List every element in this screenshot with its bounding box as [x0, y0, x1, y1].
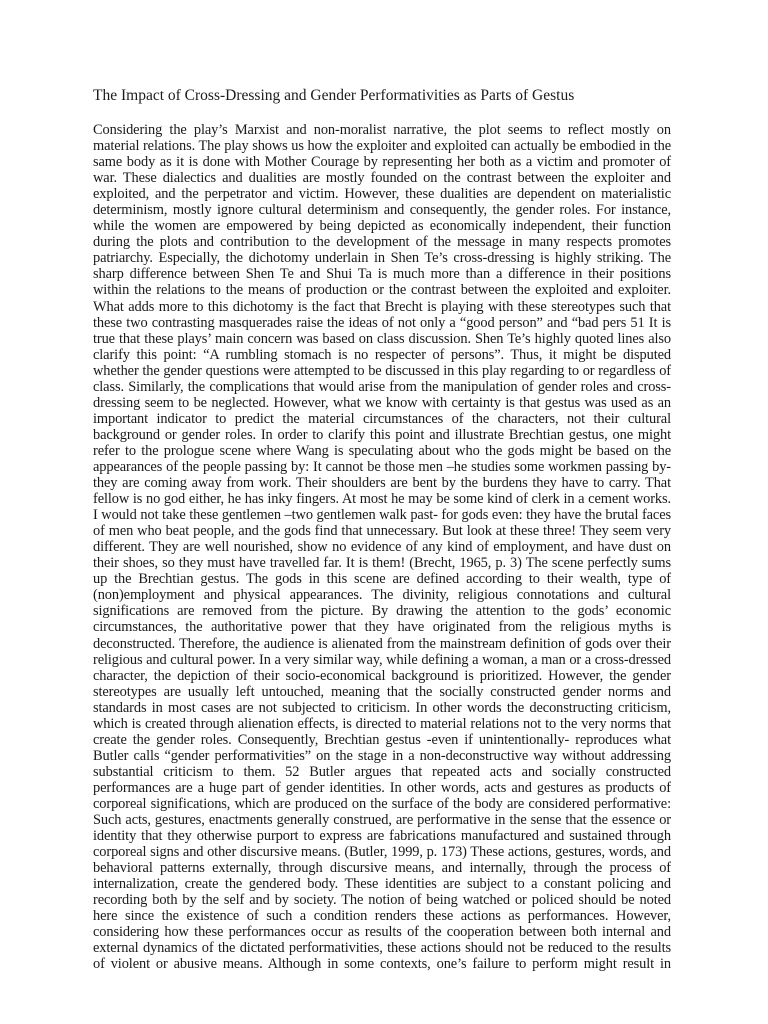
- body-line: different. They are well nourished, show no evidence of any kind of employment, and have dust on: [93, 539, 671, 556]
- body-line: determinism, mostly ignore cultural determinism and consequently, the gender roles. For instance,: [93, 202, 671, 219]
- body-line: standards in most cases are not subjected to criticism. In other words the deconstructing criticism,: [93, 699, 671, 716]
- body-line: same body as it is done with Mother Courage by representing her both as a victim and promoter of: [93, 154, 671, 171]
- body-line: war. These dialectics and dualities are mostly founded on the contrast between the exploiter and: [93, 170, 671, 187]
- body-line: considering how these performances occur as results of the cooperation between both internal and: [93, 924, 671, 941]
- body-line: circumstances, the authoritative power that they have originated from the religious myths is: [93, 619, 671, 636]
- body-line: true that these plays’ main concern was based on class discussion. Shen Te’s highly quoted lines also: [93, 330, 671, 347]
- body-line: internalization, create the gendered body. These identities are subject to a constant policing and: [93, 876, 671, 893]
- body-line: recording both by the self and by society. The notion of being watched or policed should be noted: [93, 892, 671, 909]
- body-line: exploited, and the perpetrator and victim. However, these dualities are dependent on materialistic: [93, 186, 671, 203]
- body-line: they are coming away from work. Their shoulders are bent by the burdens they have to carry. That: [93, 475, 671, 492]
- body-line: (non)employment and physical appearances. The divinity, religious connotations and cultural: [93, 587, 671, 604]
- body-line: character, the depiction of their socio-economical background is prioritized. However, the gender: [93, 667, 671, 684]
- body-line: religious and cultural power. In a very similar way, while defining a woman, a man or a cross-dressed: [93, 651, 671, 668]
- body-line: here since the existence of such a condition renders these actions as performances. However,: [93, 908, 671, 925]
- body-line: within the relations to the means of production or the contrast between the exploited and exploiter.: [93, 282, 671, 299]
- body-line: behavioral patterns externally, through discursive means, and internally, through the process of: [93, 860, 671, 877]
- body-line: I would not take these gentlemen –two gentlemen walk past- for gods even: they have the brutal faces: [93, 507, 671, 524]
- body-line: fellow is no god either, he has inky fingers. At most he may be some kind of clerk in a cement works.: [93, 491, 671, 508]
- body-line: clarify this point: “A rumbling stomach is no respecter of persons”. Thus, it might be disputed: [93, 346, 671, 363]
- body-line: class. Similarly, the complications that would arise from the manipulation of gender roles and cross-: [93, 378, 671, 395]
- body-line: of men who beat people, and the gods find that unnecessary. But look at these three! They seem very: [93, 523, 671, 540]
- body-line: these two contrasting masquerades raise the ideas of not only a “good person” and “bad pers 51 It is: [93, 314, 671, 331]
- body-line: dressing seem to be neglected. However, what we know with certainty is that gestus was used as an: [93, 394, 671, 411]
- body-line: external dynamics of the dictated performativities, these actions should not be reduced to the results: [93, 940, 671, 957]
- body-line: patriarchy. Especially, the dichotomy underlain in Shen Te’s cross-dressing is highly striking. The: [93, 250, 671, 267]
- body-line: significations are removed from the picture. By drawing the attention to the gods’ economic: [93, 603, 671, 620]
- body-line: corporeal significations, which are produced on the surface of the body are considered performative:: [93, 795, 671, 812]
- body-line: while the women are empowered by being depicted as economically independent, their function: [93, 218, 671, 235]
- body-line: which is created through alienation effects, is directed to material relations not to the very norms that: [93, 715, 671, 732]
- body-line: substantial criticism to them. 52 Butler argues that repeated acts and socially constructed: [93, 763, 671, 780]
- body-line: appearances of the people passing by: It cannot be those men –he studies some workmen passing by-: [93, 458, 671, 475]
- body-line: whether the gender questions were attempted to be discussed in this play regarding to or regardless of: [93, 362, 671, 379]
- body-line: up the Brechtian gestus. The gods in this scene are defined according to their wealth, type of: [93, 571, 671, 588]
- body-line: identity that they otherwise purport to express are fabrications manufactured and sustained through: [93, 828, 671, 845]
- body-line: Butler calls “gender performativities” on the stage in a non-deconstructive way without addressing: [93, 747, 671, 764]
- body-line: corporeal signs and other discursive means. (Butler, 1999, p. 173) These actions, gestures, words, and: [93, 844, 671, 861]
- body-line: of violent or abusive means. Although in some contexts, one’s failure to perform might result in: [93, 956, 671, 973]
- body-line: important indicator to predict the material circumstances of the characters, not their cultural: [93, 410, 671, 427]
- body-line: during the plots and contribution to the development of the message in many respects promotes: [93, 234, 671, 251]
- body-line: deconstructed. Therefore, the audience is alienated from the mainstream definition of gods over their: [93, 635, 671, 652]
- document-title: The Impact of Cross-Dressing and Gender Performativities as Parts of Gestus: [93, 87, 575, 104]
- body-line: material relations. The play shows us how the exploiter and exploited can actually be embodied in the: [93, 138, 671, 155]
- body-line: What adds more to this dichotomy is the fact that Brecht is playing with these stereotypes such that: [93, 298, 671, 315]
- body-line: performances are a huge part of gender identities. In other words, acts and gestures as products of: [93, 779, 671, 796]
- body-line: sharp difference between Shen Te and Shui Ta is much more than a difference in their positions: [93, 266, 671, 283]
- body-line: background or gender roles. In order to clarify this point and illustrate Brechtian gestus, one might: [93, 426, 671, 443]
- body-line: refer to the prologue scene where Wang is speculating about who the gods might be based on the: [93, 442, 671, 459]
- body-line: stereotypes are usually left untouched, meaning that the socially constructed gender norms and: [93, 683, 671, 700]
- body-line: Considering the play’s Marxist and non-moralist narrative, the plot seems to reflect mostly on: [93, 122, 671, 138]
- body-line: Such acts, gestures, enactments generally construed, are performative in the sense that the essence or: [93, 812, 671, 829]
- document-body: [93, 122, 671, 972]
- body-line: their shoes, so they must have travelled far. It is them! (Brecht, 1965, p. 3) The scene perfectly sums: [93, 555, 671, 572]
- body-line: create the gender roles. Consequently, Brechtian gestus -even if unintentionally- reproduces what: [93, 731, 671, 748]
